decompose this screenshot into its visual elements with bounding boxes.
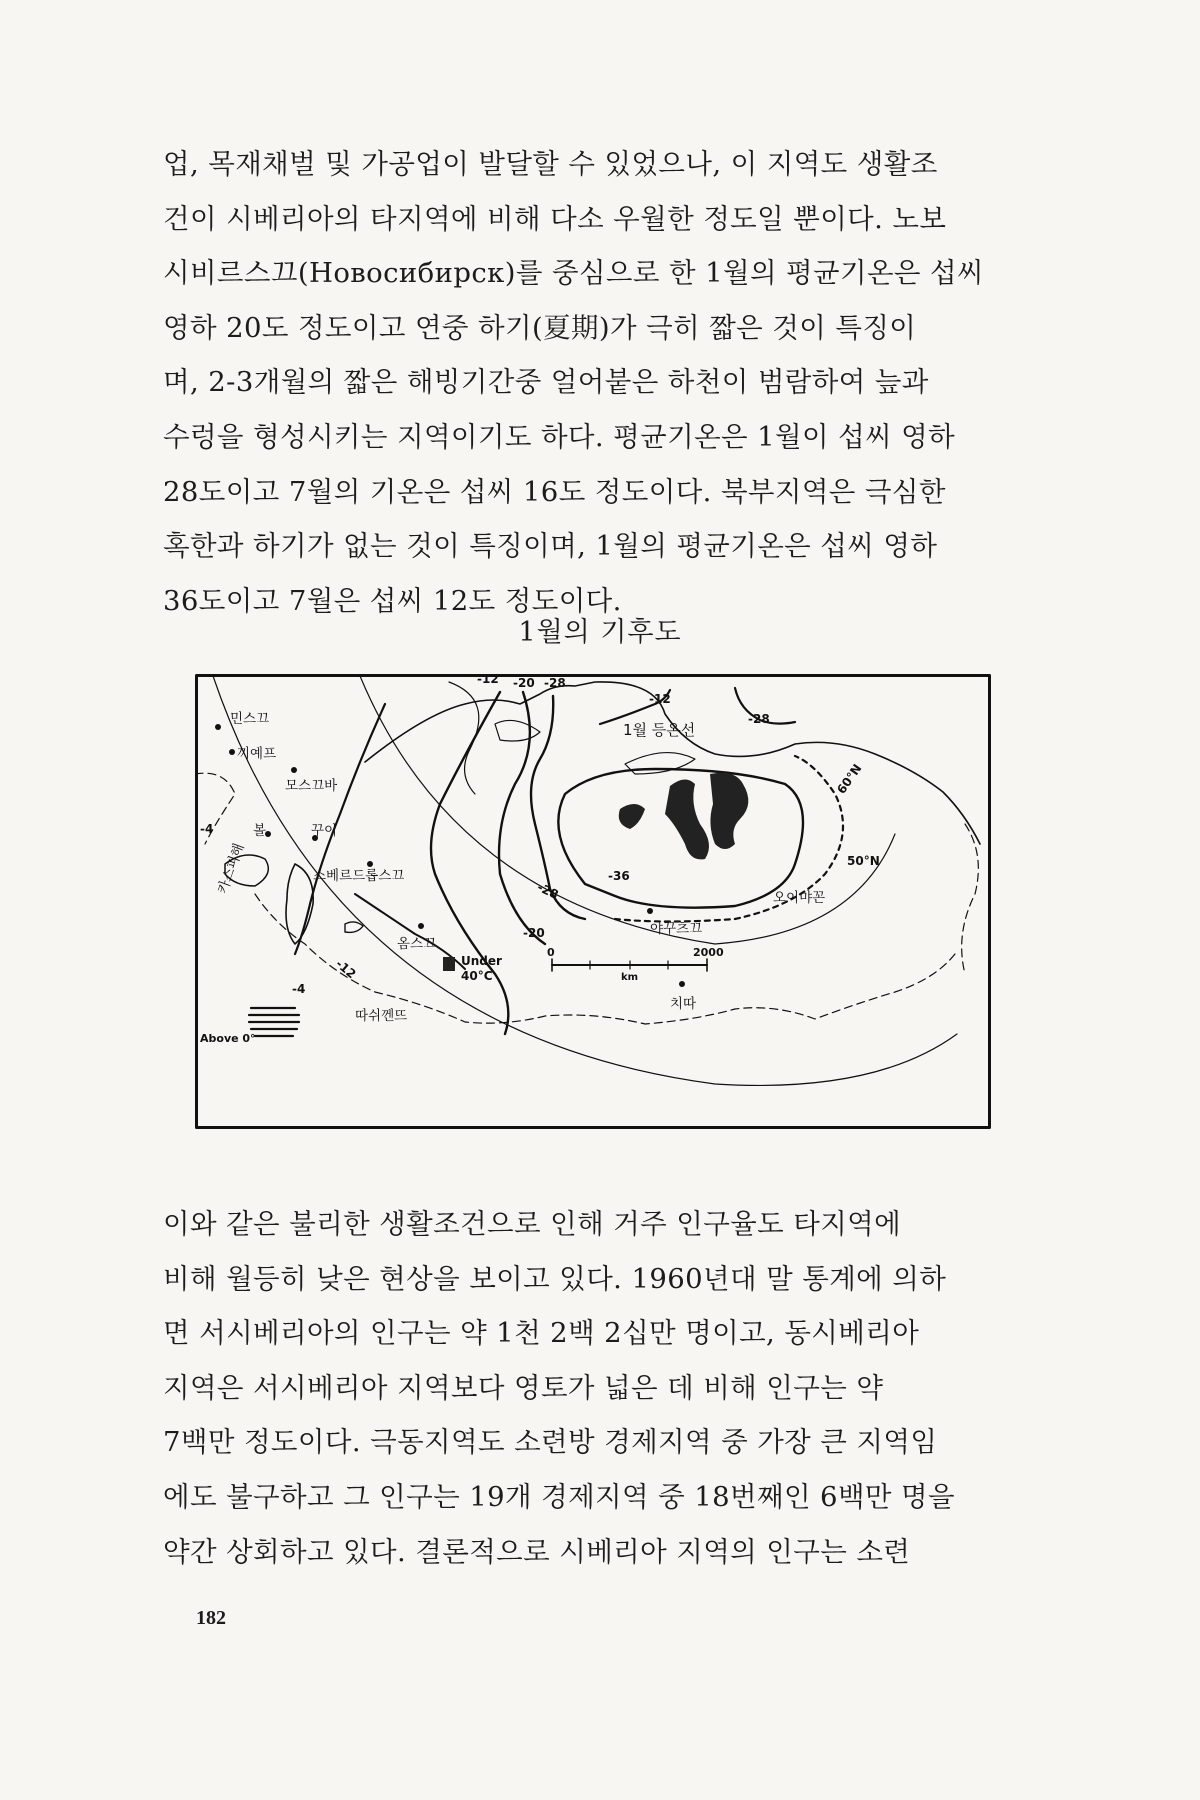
text-line: 혹한과 하기가 없는 것이 특징이며, 1월의 평균기온은 섭씨 영하 bbox=[163, 530, 938, 563]
border-east bbox=[962, 824, 979, 974]
isotherm-label: -12 bbox=[333, 956, 359, 982]
cold-pole-region-3 bbox=[619, 804, 645, 829]
city-label-chita: 치따 bbox=[670, 996, 697, 1012]
city-label-minsk: 민스끄 bbox=[230, 711, 270, 727]
text-line: 시비르스끄(Новосибирск)를 중심으로 한 1월의 평균기온은 섭씨 bbox=[163, 257, 984, 290]
isotherm-minus4 bbox=[295, 704, 385, 954]
isotherm-label: -28 bbox=[535, 880, 561, 902]
cold-pole-region-1 bbox=[665, 779, 709, 859]
scale-start-label: 0 bbox=[547, 946, 555, 959]
sea-label-caspian: 카스피해 bbox=[214, 841, 248, 896]
text-line: 약간 상회하고 있다. 결론적으로 시베리아 지역의 인구는 소련 bbox=[163, 1535, 911, 1568]
legend-swatch-under40 bbox=[443, 957, 455, 971]
scale-end-label: 2000 bbox=[693, 946, 724, 959]
text-line: 비해 월등히 낮은 현상을 보이고 있다. 1960년대 말 통계에 의하 bbox=[163, 1262, 947, 1295]
city-label-oymyakon: 오이먀꼰 bbox=[773, 890, 826, 906]
island-novaya bbox=[495, 720, 540, 741]
isotherm-label: -4 bbox=[292, 982, 306, 996]
isotherm-label: -12 bbox=[649, 692, 671, 706]
scale-unit-label: km bbox=[621, 972, 639, 983]
city-label-moscow: 모스끄바 bbox=[285, 778, 338, 794]
city-label-kuibyshev: 꾸이 bbox=[311, 823, 338, 839]
text-line: 7백만 정도이다. 극동지역도 소련방 경제지역 중 가장 큰 지역임 bbox=[163, 1426, 938, 1459]
legend-above-zero: Above 0° bbox=[200, 1032, 256, 1045]
text-line: 업, 목재채벌 및 가공업이 발달할 수 있었으나, 이 지역도 생활조 bbox=[163, 148, 938, 180]
paragraph-population bbox=[163, 1197, 1033, 1579]
city-dots bbox=[215, 724, 685, 987]
map-title: 1월의 기후도 bbox=[518, 617, 682, 648]
aral-sea bbox=[345, 922, 363, 932]
city-label-tashkent: 따쉬껜뜨 bbox=[355, 1008, 408, 1024]
text-line: 면 서시베리아의 인구는 약 1천 2백 2십만 명이고, 동시베리아 bbox=[163, 1317, 920, 1350]
text-line: 28도이고 7월의 기온은 섭씨 16도 정도이다. 북부지역은 극심한 bbox=[163, 475, 946, 508]
latitude-label-50: 50°N bbox=[847, 854, 880, 868]
legend-under-line: 40°C bbox=[461, 969, 493, 983]
legend-under-text bbox=[461, 954, 502, 984]
warm-region-hatch bbox=[249, 1008, 299, 1036]
map-graphic bbox=[195, 674, 991, 1129]
isotherm-label: -12 bbox=[477, 672, 499, 686]
text-line: 건이 시베리아의 타지역에 비해 다소 우월한 정도일 뿐이다. 노보 bbox=[163, 202, 947, 235]
isotherm-legend: 1월 등온선 bbox=[623, 721, 696, 739]
text-line: 지역은 서시베리아 지역보다 영토가 넓은 데 비해 인구는 약 bbox=[163, 1371, 884, 1404]
city-label-yakutsk: 야꾸츠끄 bbox=[650, 921, 703, 937]
text-line: 이와 같은 불리한 생활조건으로 인해 거주 인구율도 타지역에 bbox=[163, 1208, 902, 1240]
paragraph-climate bbox=[163, 137, 1033, 628]
isotherm-label: -4 bbox=[200, 822, 214, 836]
page-number: 182 bbox=[196, 1607, 226, 1629]
city-label-omsk: 옴스끄 bbox=[397, 936, 437, 952]
isotherm-label: -28 bbox=[544, 676, 566, 690]
isotherm-label: -20 bbox=[513, 676, 535, 690]
legend-under-line: Under bbox=[461, 954, 502, 968]
climate-map bbox=[195, 674, 991, 1129]
city-label-volgograd: 볼 bbox=[253, 823, 267, 839]
isotherm-label: -36 bbox=[608, 869, 630, 883]
cold-pole-region-2 bbox=[710, 773, 748, 849]
city-label-kiev: 끼예프 bbox=[237, 746, 277, 762]
text-line: 36도이고 7월은 섭씨 12도 정도이다. bbox=[163, 584, 622, 617]
city-label-sverdlovsk: 스베르드롭스끄 bbox=[313, 868, 405, 884]
isotherm-minus20 bbox=[499, 692, 545, 944]
text-line: 에도 불구하고 그 인구는 19개 경제지역 중 18번째인 6백만 명을 bbox=[163, 1480, 955, 1513]
map-frame bbox=[197, 676, 990, 1128]
text-line: 수렁을 형성시키는 지역이기도 하다. 평균기온은 1월이 섭씨 영하 bbox=[163, 420, 956, 453]
isotherm-label: -20 bbox=[523, 926, 545, 940]
text-line: 며, 2-3개월의 짧은 해빙기간중 얼어붙은 하천이 범람하여 늪과 bbox=[163, 366, 929, 399]
isotherm-label: -28 bbox=[748, 712, 770, 726]
latitude-label-60: 60°N bbox=[834, 761, 865, 797]
text-line: 영하 20도 정도이고 연중 하기(夏期)가 극히 짧은 것이 특징이 bbox=[163, 311, 917, 344]
